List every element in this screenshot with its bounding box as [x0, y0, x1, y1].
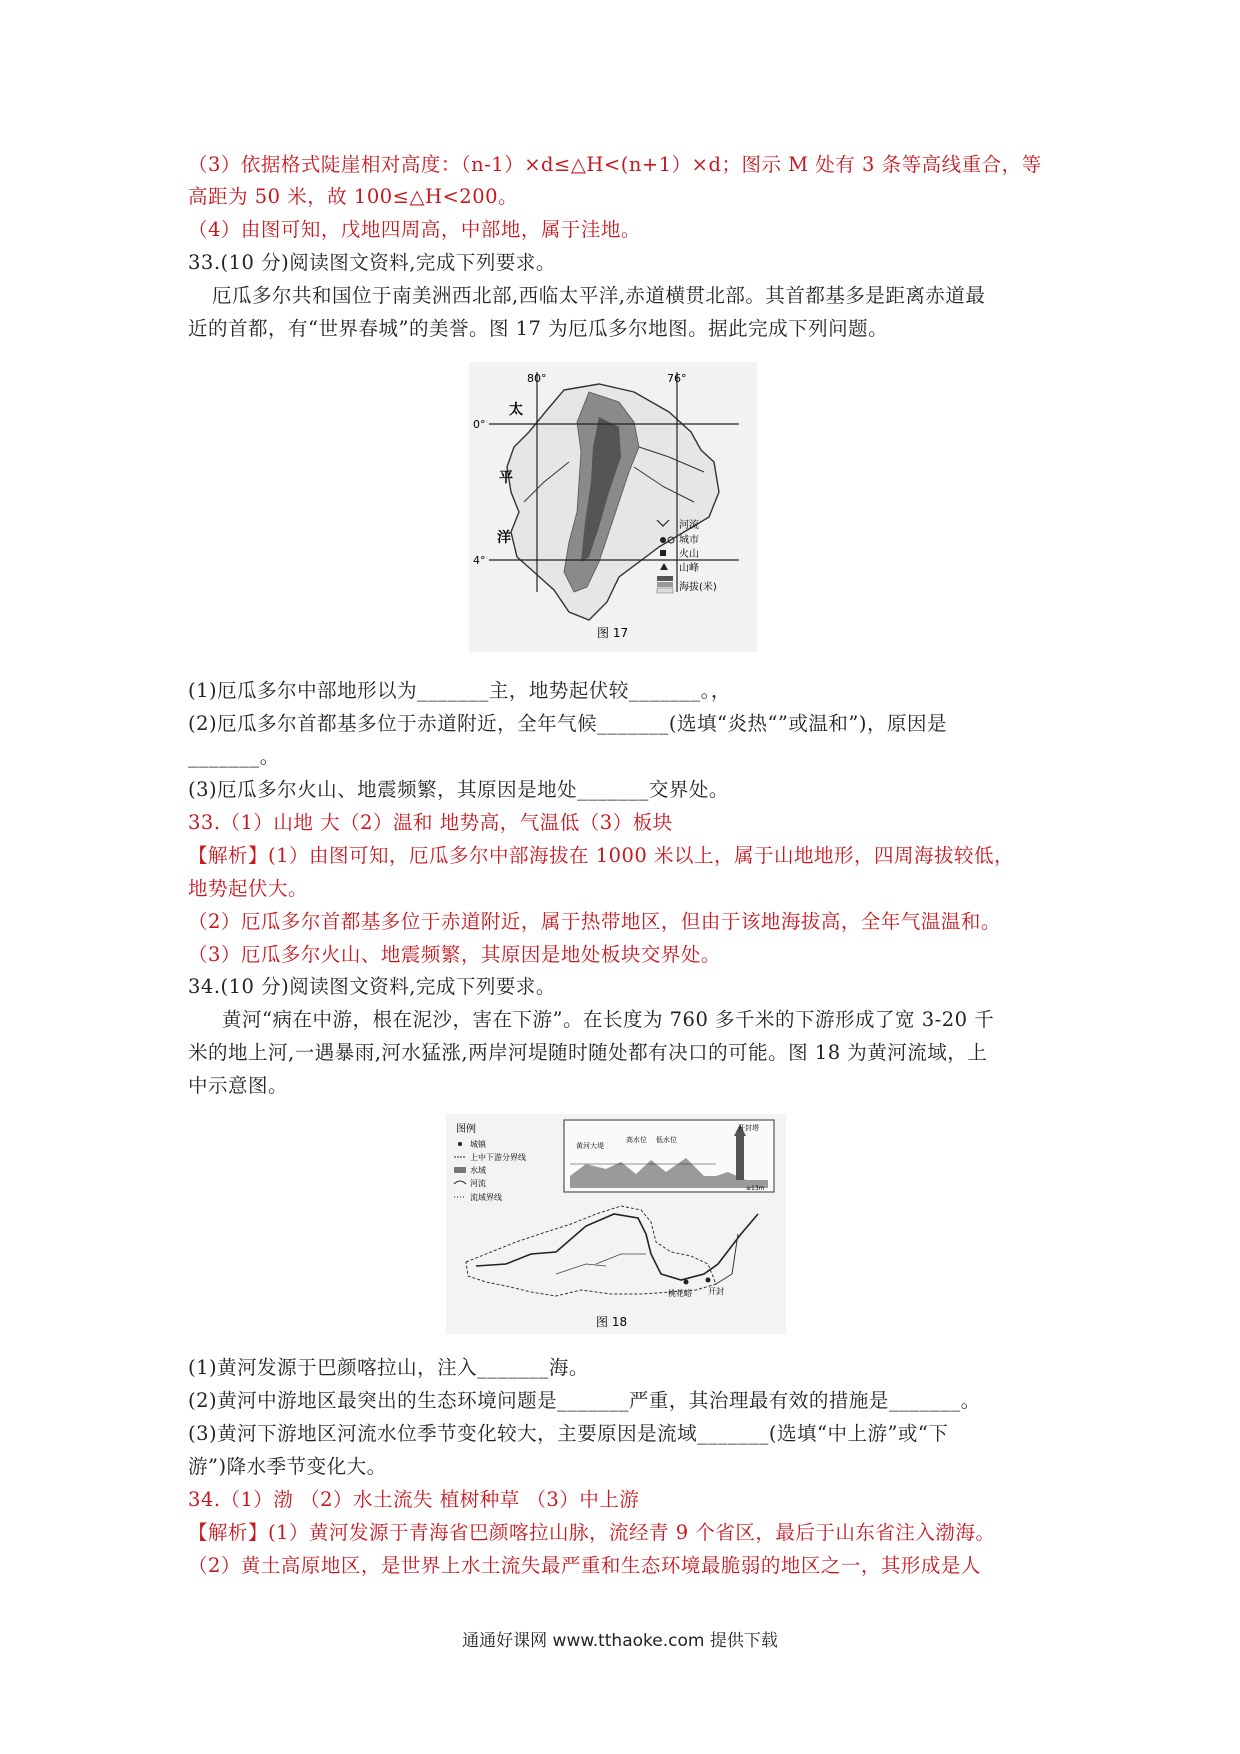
- analysis-line: （3）厄瓜多尔火山、地震频繁，其原因是地处板块交界处。: [188, 943, 721, 966]
- ecuador-map: [469, 362, 757, 652]
- svg-text:河流: 河流: [470, 1179, 486, 1188]
- svg-text:图例: 图例: [456, 1124, 476, 1135]
- question-line: _______。: [188, 745, 280, 768]
- answer-line: （3）依据格式陡崖相对高度：（n-1）×d≤△H<(n+1）×d；图示 M 处有 3 条等高线重合，等: [188, 153, 1042, 176]
- svg-text:流域界线: 流域界线: [470, 1193, 502, 1202]
- svg-text:水域: 水域: [470, 1166, 486, 1175]
- question-intro-line: 米的地上河,一遇暴雨,河水猛涨,两岸河堤随时随处都有决口的可能。图 18 为黄河流域，上: [188, 1041, 988, 1064]
- yellow-river-figure: [446, 1114, 786, 1334]
- svg-text:低水位: 低水位: [656, 1136, 677, 1144]
- ocean-label-char: 平: [499, 470, 513, 486]
- answer-line: 高距为 50 米，故 100≤△H<200。: [188, 185, 519, 208]
- question-title: 34.(10 分)阅读图文资料,完成下列要求。: [188, 975, 556, 998]
- svg-text:城市: 城市: [679, 535, 699, 546]
- svg-text:海拔(米): 海拔(米): [679, 582, 717, 593]
- question-line: (3)厄瓜多尔火山、地震频繁，其原因是地处_______交界处。: [188, 778, 729, 801]
- question-line: (2)黄河中游地区最突出的生态环境问题是_______严重，其治理最有效的措施是_______。: [188, 1389, 981, 1412]
- river-profile-inset: [564, 1120, 774, 1192]
- svg-text:开封: 开封: [708, 1287, 724, 1296]
- question-line: (2)厄瓜多尔首都基多位于赤道附近，全年气候_______(选填“炎热“”或温和”)，原因是: [188, 712, 947, 735]
- longitude-label-76: 76°: [667, 372, 687, 385]
- answer-line: （4）由图可知，戊地四周高，中部地，属于洼地。: [188, 218, 641, 241]
- svg-text:≥13m: ≥13m: [746, 1185, 765, 1192]
- svg-text:山峰: 山峰: [679, 563, 699, 574]
- analysis-line: 地势起伏大。: [188, 877, 309, 900]
- analysis-line: 【解析】(1）由图可知，厄瓜多尔中部海拔在 1000 米以上，属于山地地形，四周海拔较低，: [188, 844, 1015, 867]
- question-intro-line: 黄河“病在中游，根在泥沙，害在下游”。在长度为 760 多千米的下游形成了宽 3-20 千: [222, 1008, 995, 1031]
- ecuador-map-figure: [469, 362, 757, 652]
- analysis-line: 【解析】(1）黄河发源于青海省巴颜喀拉山脉，流经青 9 个省区，最后于山东省注入渤海。: [188, 1521, 996, 1544]
- answer-line: 34.（1）渤 （2）水土流失 植树种草 （3）中上游: [188, 1488, 640, 1511]
- ocean-label-char: 洋: [497, 530, 511, 546]
- question-line: (1)厄瓜多尔中部地形以为_______主，地势起伏较_______。，: [188, 679, 731, 702]
- svg-text:黄河大堤: 黄河大堤: [576, 1142, 604, 1150]
- question-intro-line: 中示意图。: [188, 1074, 289, 1097]
- answer-line: 33.（1）山地 大（2）温和 地势高，气温低（3）板块: [188, 811, 673, 834]
- longitude-label-80: 80°: [527, 372, 547, 385]
- svg-text:上中下游分界线: 上中下游分界线: [470, 1153, 526, 1162]
- svg-text:桃花峪: 桃花峪: [668, 1289, 692, 1298]
- question-line: 游”)降水季节变化大。: [188, 1455, 387, 1478]
- analysis-line: （2）黄土高原地区，是世界上水土流失最严重和生态环境最脆弱的地区之一，其形成是人: [188, 1554, 981, 1577]
- question-intro-line: 厄瓜多尔共和国位于南美洲西北部,西临太平洋,赤道横贯北部。其首都基多是距离赤道最: [212, 284, 986, 307]
- ocean-label-char: 太: [509, 402, 523, 418]
- question-title: 33.(10 分)阅读图文资料,完成下列要求。: [188, 251, 556, 274]
- svg-text:城镇: 城镇: [470, 1140, 486, 1149]
- yellow-river-map: [446, 1114, 786, 1334]
- latitude-label-0: 0°: [473, 418, 486, 431]
- question-line: (3)黄河下游地区河流水位季节变化较大，主要原因是流域_______(选填“中上游”或“下: [188, 1422, 949, 1445]
- svg-text:高水位: 高水位: [626, 1136, 647, 1144]
- figure-caption: 图 18: [596, 1315, 628, 1329]
- analysis-line: （2）厄瓜多尔首都基多位于赤道附近，属于热带地区，但由于该地海拔高，全年气温温和。: [188, 910, 1001, 933]
- question-line: (1)黄河发源于巴颜喀拉山，注入_______海。: [188, 1356, 589, 1379]
- latitude-label-4: 4°: [473, 554, 486, 567]
- figure-caption: 图 17: [597, 626, 629, 640]
- svg-text:河流: 河流: [679, 520, 699, 531]
- svg-text:开封塔: 开封塔: [738, 1124, 759, 1132]
- page-footer: 通通好课网 www.tthaoke.com 提供下载: [462, 1631, 778, 1651]
- svg-text:火山: 火山: [679, 549, 699, 560]
- question-intro-line: 近的首都，有“世界春城”的美誉。图 17 为厄瓜多尔地图。据此完成下列问题。: [188, 317, 889, 340]
